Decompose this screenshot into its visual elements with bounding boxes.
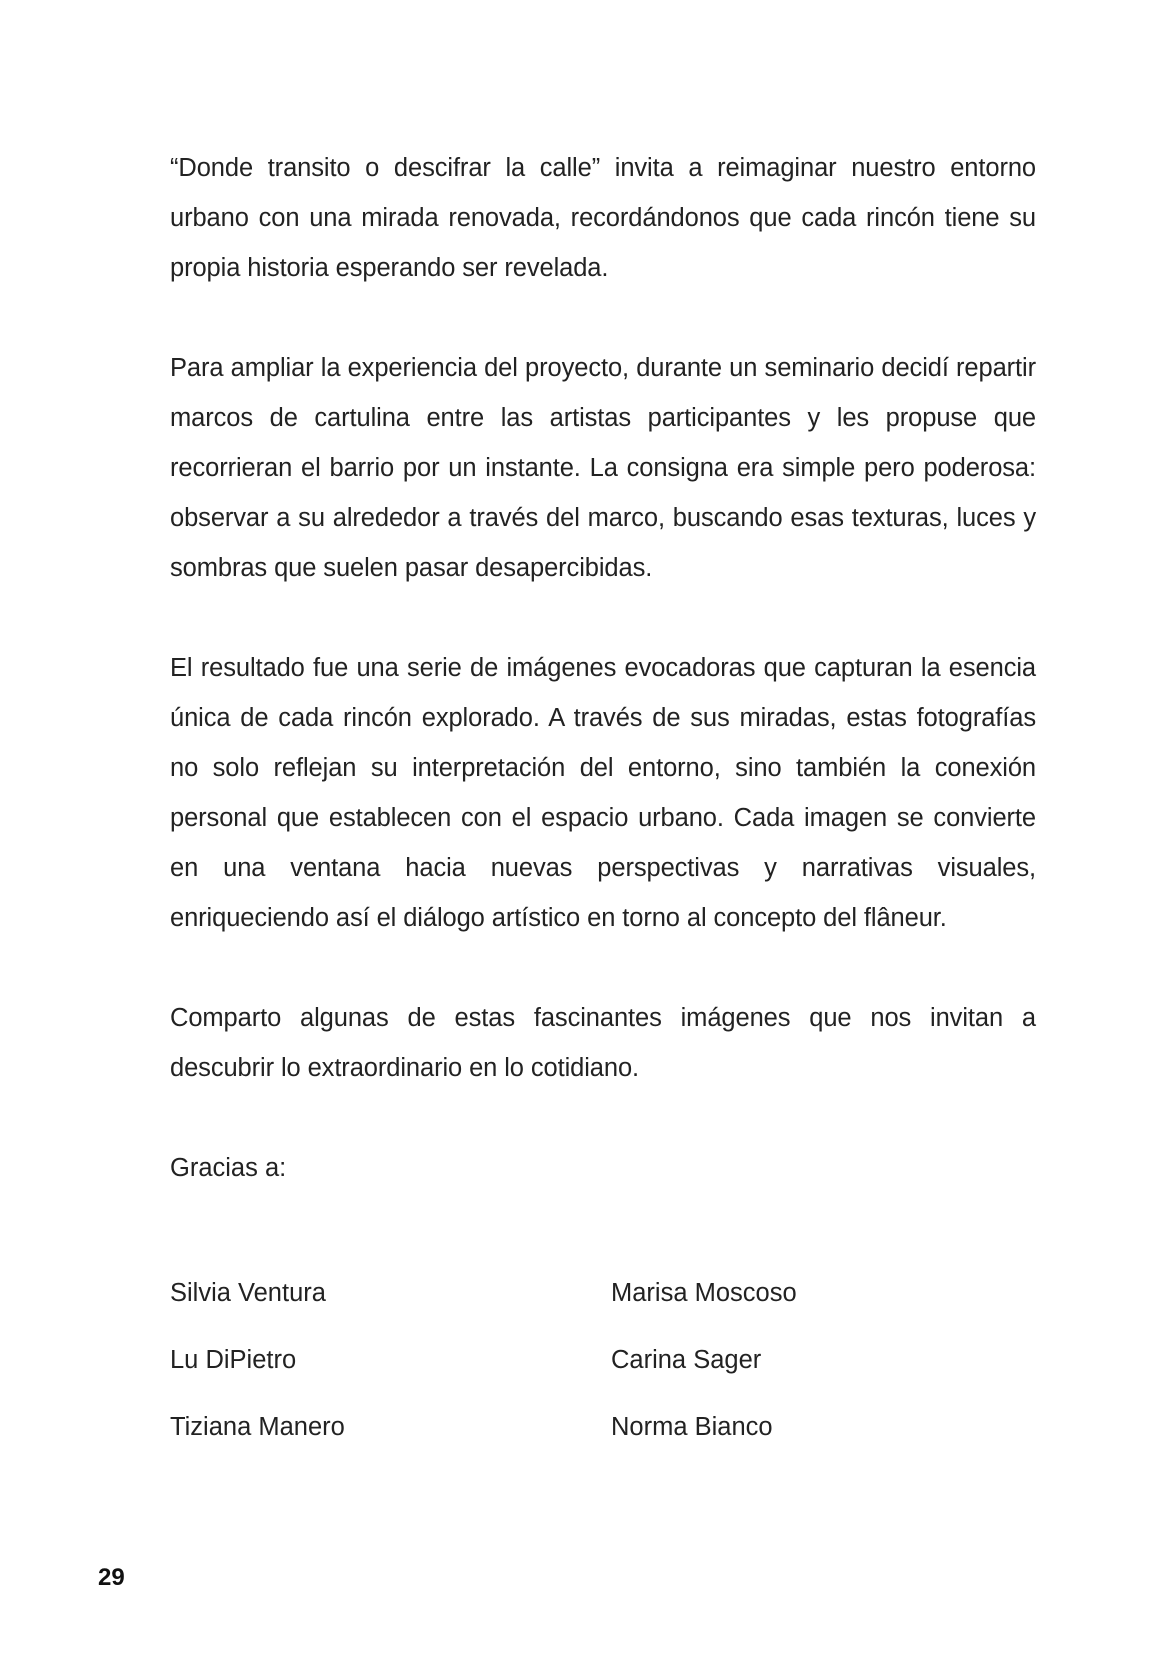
thanks-names-list [170, 1268, 1036, 1469]
thanks-name: Tiziana Manero [170, 1413, 345, 1441]
thanks-name: Norma Bianco [611, 1413, 773, 1441]
body-text [170, 143, 1036, 1193]
thanks-name: Carina Sager [611, 1346, 762, 1374]
thanks-heading: Gracias a: [170, 1154, 287, 1182]
thanks-name: Marisa Moscoso [611, 1279, 797, 1307]
paragraph-result: El resultado fue una serie de imágenes evocadoras que capturan la esencia única de cada rincón explorado. A través de sus miradas, estas fotografías no solo reflejan su interpretación del entorno, sino también la conexión personal que establecen con el espacio urbano. Cada imagen se convierte en una ventana hacia nuevas perspectivas y narrativas visuales, enriqueciendo así el diálogo artístico en torno al concepto del flâneur. [170, 654, 1036, 932]
paragraph-intro: “Donde transito o descifrar la calle” invita a reimaginar nuestro entorno urbano con una mirada renovada, recordándonos que cada rincón tiene su propia historia esperando ser revelada. [170, 154, 1036, 282]
paragraph-experience: Para ampliar la experiencia del proyecto, durante un seminario decidí repartir marcos de cartulina entre las artistas participantes y les propuse que recorrieran el barrio por un instante. La consigna era simple pero poderosa: observar a su alrededor a través del marco, buscando esas texturas, luces y sombras que suelen pasar desapercibidas. [170, 354, 1036, 582]
page-number: 29 [98, 1564, 125, 1591]
thanks-name: Silvia Ventura [170, 1279, 326, 1307]
paragraph-sharing: Comparto algunas de estas fascinantes imágenes que nos invitan a descubrir lo extraordinario en lo cotidiano. [170, 1004, 1036, 1082]
thanks-name: Lu DiPietro [170, 1346, 297, 1374]
